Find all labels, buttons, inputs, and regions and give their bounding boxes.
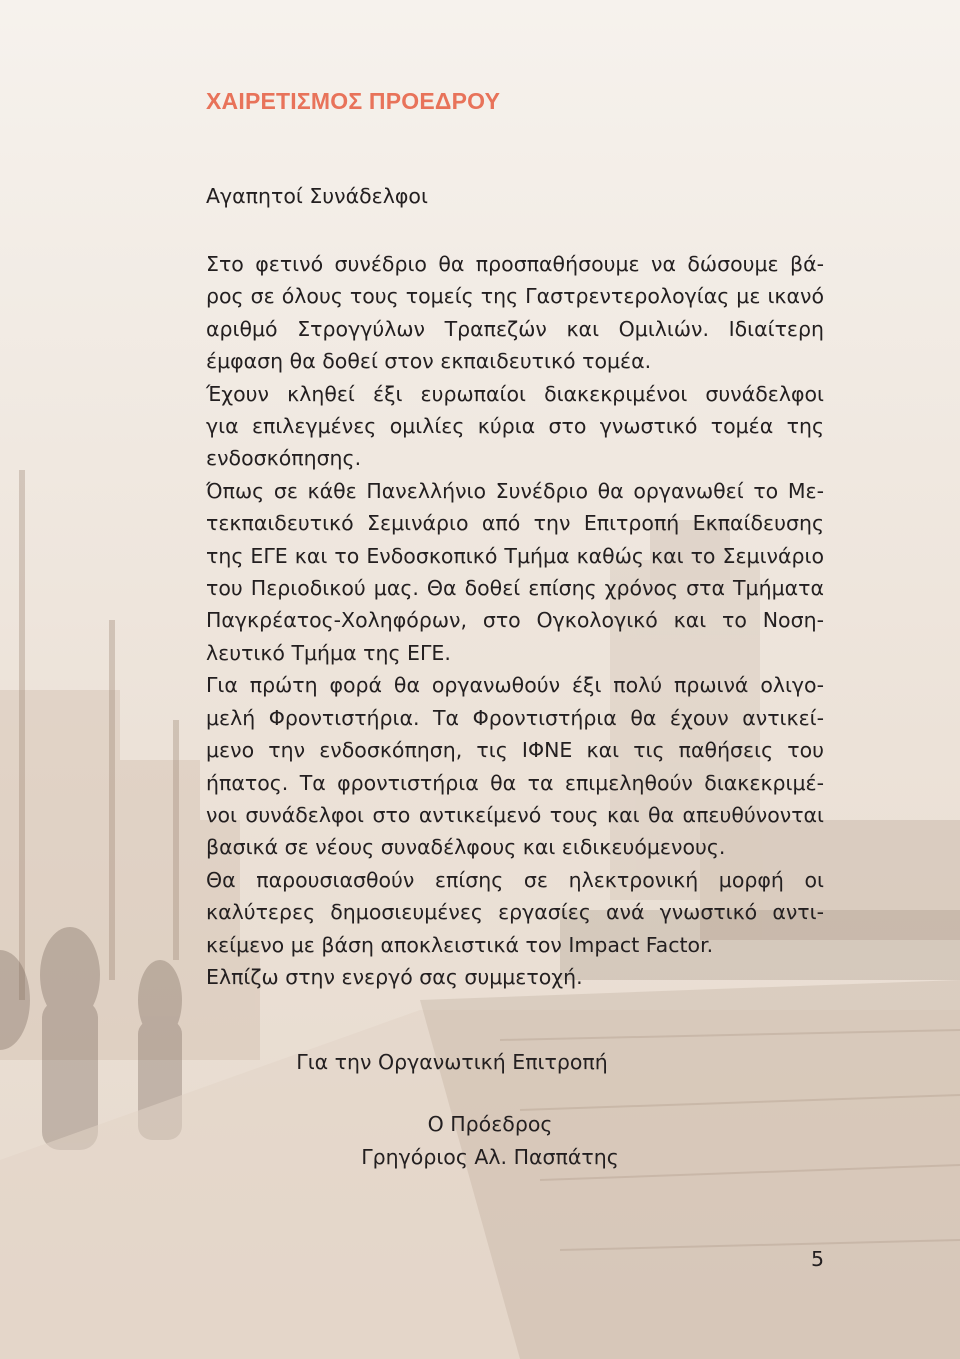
body-line: μελή Φροντιστήρια. Τα Φροντιστήρια θα έχουν αντικεί-	[206, 705, 824, 730]
body-line: της ΕΓΕ και το Ενδοσκοπικό Τμήμα καθώς και το Σεμινάριο	[206, 543, 824, 568]
signature-committee: Για την Οργανωτική Επιτροπή	[296, 1050, 608, 1074]
body-line: βασικά σε νέους συναδέλφους και ειδικευόμενους.	[206, 835, 726, 860]
body-line: Στο φετινό συνέδριο θα προσπαθήσουμε να δώσουμε βά-	[206, 252, 824, 276]
body-line: ρος σε όλους τους τομείς της Γαστρεντερολογίας με ικανό	[206, 284, 824, 309]
body-line: για επιλεγμένες ομιλίες κύρια στο γνωστικό τομέα της	[206, 414, 824, 439]
salutation: Αγαπητοί Συνάδελφοι	[206, 184, 428, 208]
page-title: ΧΑΙΡΕΤΙΣΜΟΣ ΠΡΟΕΔΡΟΥ	[206, 88, 501, 114]
body-line: Για πρώτη φορά θα οργανωθούν έξι πολύ πρωινά ολιγο-	[206, 673, 824, 698]
body-line: του Περιοδικού μας. Θα δοθεί επίσης χρόνος στα Τμήματα	[206, 576, 824, 601]
page-number: 5	[810, 1247, 824, 1271]
body-line: ενδοσκόπησης.	[206, 446, 362, 471]
body-line: τεκπαιδευτικό Σεμινάριο από την Επιτροπή Εκπαίδευσης	[206, 511, 824, 536]
body-line: Έχουν κληθεί έξι ευρωπαίοι διακεκριμένοι συνάδελφοι	[206, 381, 824, 406]
signature-role: Ο Πρόεδρος	[427, 1112, 553, 1136]
body-line: Παγκρέατος-Χοληφόρων, στο Ογκολογικό και το Νοση-	[206, 608, 824, 633]
body-line: καλύτερες δημοσιευμένες εργασίες ανά γνωστικό αντι-	[206, 900, 824, 925]
body-line: Όπως σε κάθε Πανελλήνιο Συνέδριο θα οργανωθεί το Με-	[206, 478, 824, 503]
body-line: νοι συνάδελφοι στο αντικείμενό τους και θα απευθύνονται	[206, 802, 824, 827]
body-line: μενο την ενδοσκόπηση, τις ΙΦΝΕ και τις παθήσεις του	[206, 738, 824, 763]
body-line: αριθμό Στρογγύλων Τραπεζών και Ομιλιών. Ιδιαίτερη	[206, 316, 824, 341]
letter-body	[206, 248, 824, 993]
signature-name: Γρηγόριος Αλ. Πασπάτης	[361, 1145, 619, 1169]
body-line: Θα παρουσιασθούν επίσης σε ηλεκτρονική μορφή οι	[206, 867, 824, 892]
body-line: ήπατος. Τα φροντιστήρια θα τα επιμεληθούν διακεκριμέ-	[206, 770, 824, 795]
body-line: έμφαση θα δοθεί στον εκπαιδευτικό τομέα.	[206, 349, 652, 374]
body-line: κείμενο με βάση αποκλειστικά τον Impact Factor.	[206, 932, 714, 957]
body-line: Ελπίζω στην ενεργό σας συμμετοχή.	[206, 964, 583, 989]
body-line: λευτικό Τμήμα της ΕΓΕ.	[206, 640, 451, 665]
